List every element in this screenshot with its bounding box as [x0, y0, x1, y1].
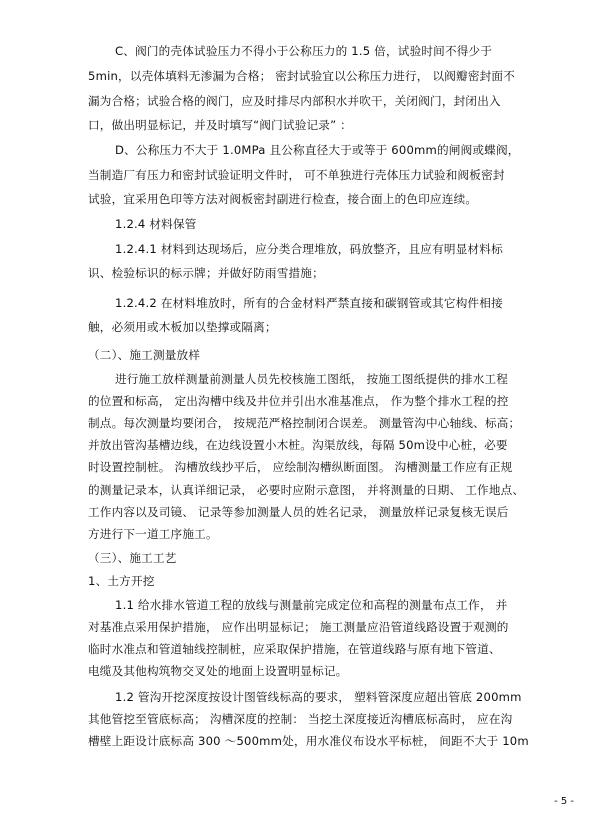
section-2-line: 进行施工放样测量前测量人员先校核施工图纸， 按施工图纸提供的排水工程 — [115, 372, 509, 386]
section-3-title: （三）、施工工艺 — [88, 551, 177, 565]
subsection-1-title: 1、土方开挖 — [88, 574, 155, 588]
paragraph-item-c-line: 5min，以壳体填料无渗漏为合格； 密封试验宜以公称压力进行， 以阀瓣密封面不 — [88, 69, 516, 83]
paragraph-1-2-4-2-line: 触，必须用或木板加以垫撑或隔离； — [88, 320, 277, 334]
section-2-title: （二）、施工测量放样 — [88, 348, 201, 362]
paragraph-item-c-line: 漏为合格；试验合格的阀门，应及时排尽内部积水并吹干，关闭阀门，封闭出入 — [88, 94, 501, 108]
section-2-line: 的测量记录本，认真详细记录， 必要时应附示意图， 并将测量的日期、 工作地点、 — [88, 483, 525, 497]
paragraph-1-2-4-1-line: 识、检验标识的标示牌；并做好防雨雪措施； — [88, 266, 324, 280]
paragraph-1-2-line: 1.2 管沟开挖深度按设计图管线标高的要求， 塑料管深度应超出管底 200mm — [115, 690, 522, 704]
paragraph-1-2-line: 槽壁上距设计底标高 300 ～500mm处，用水准仪布设水平标桩， 间距不大于 10m — [88, 734, 529, 748]
paragraph-item-d-line: D、公称压力不大于 1.0MPa 且公称直径大于或等于 600mm的闸阀或蝶阀， — [115, 143, 520, 157]
paragraph-item-c-line: C、阀门的壳体试验压力不得小于公称压力的 1.5 倍，试验时间不得少于 — [115, 44, 493, 58]
section-2-line: 时设置控制桩。 沟槽放线抄平后， 应绘制沟槽纵断面图。 沟槽测量工作应有正规 — [88, 460, 513, 474]
paragraph-1-1-line: 临时水准点和管道轴线控制桩，应采取保护措施，在管道线路与原有地下管道、 — [88, 642, 501, 656]
paragraph-1-2-line: 其他管挖至管底标高； 沟槽深度的控制： 当挖土深度接近沟槽底标高时， 应在沟 — [88, 712, 513, 726]
paragraph-1-2-4-2-line: 1.2.4.2 在材料堆放时，所有的合金材料严禁直接和碳钢管或其它构件相接 — [115, 296, 503, 310]
section-2-line: 的位置和标高， 定出沟槽中线及井位并引出水准基准点， 作为整个排水工程的控 — [88, 394, 509, 408]
paragraph-item-d-line: 当制造厂有压力和密封试验证明文件时， 可不单独进行壳体压力试验和阀板密封 — [88, 168, 505, 182]
page-number: - 5 - — [554, 796, 574, 807]
section-2-line: 并放出管沟基槽边线，在边线设置小木桩。沟渠放线，每隔 50m设中心桩，必要 — [88, 438, 508, 452]
paragraph-item-c-line: 口，做出明显标记，并及时填写“阀门试验记录” ： — [88, 118, 352, 132]
section-2-line: 工作内容以及司镜、 记录等参加测量人员的姓名记录， 测量放样记录复核无误后 — [88, 505, 509, 519]
paragraph-1-2-4-1-line: 1.2.4.1 材料到达现场后，应分类合理堆放，码放整齐，且应有明显材料标 — [115, 242, 503, 256]
section-2-line: 制点。每次测量均要闭合， 按规范严格控制闭合误差。 测量管沟中心轴线、标高； — [88, 416, 521, 430]
paragraph-1-1-line: 1.1 给水排水管道工程的放线与测量前完成定位和高程的测量布点工作， 并 — [115, 598, 508, 612]
paragraph-1-1-line: 对基准点采用保护措施， 应作出明显标记； 施工测量应沿管道线路设置于观测的 — [88, 620, 509, 634]
paragraph-1-1-line: 电缆及其他构筑物交叉处的地面上设置明显标记。 — [88, 664, 348, 678]
section-2-line: 方进行下一道工序施工。 — [88, 527, 218, 541]
paragraph-item-d-line: 试验，宜采用色印等方法对阀板密封副进行检查，接合面上的色印应连续。 — [88, 192, 478, 206]
heading-1-2-4: 1.2.4 材料保管 — [115, 217, 197, 231]
